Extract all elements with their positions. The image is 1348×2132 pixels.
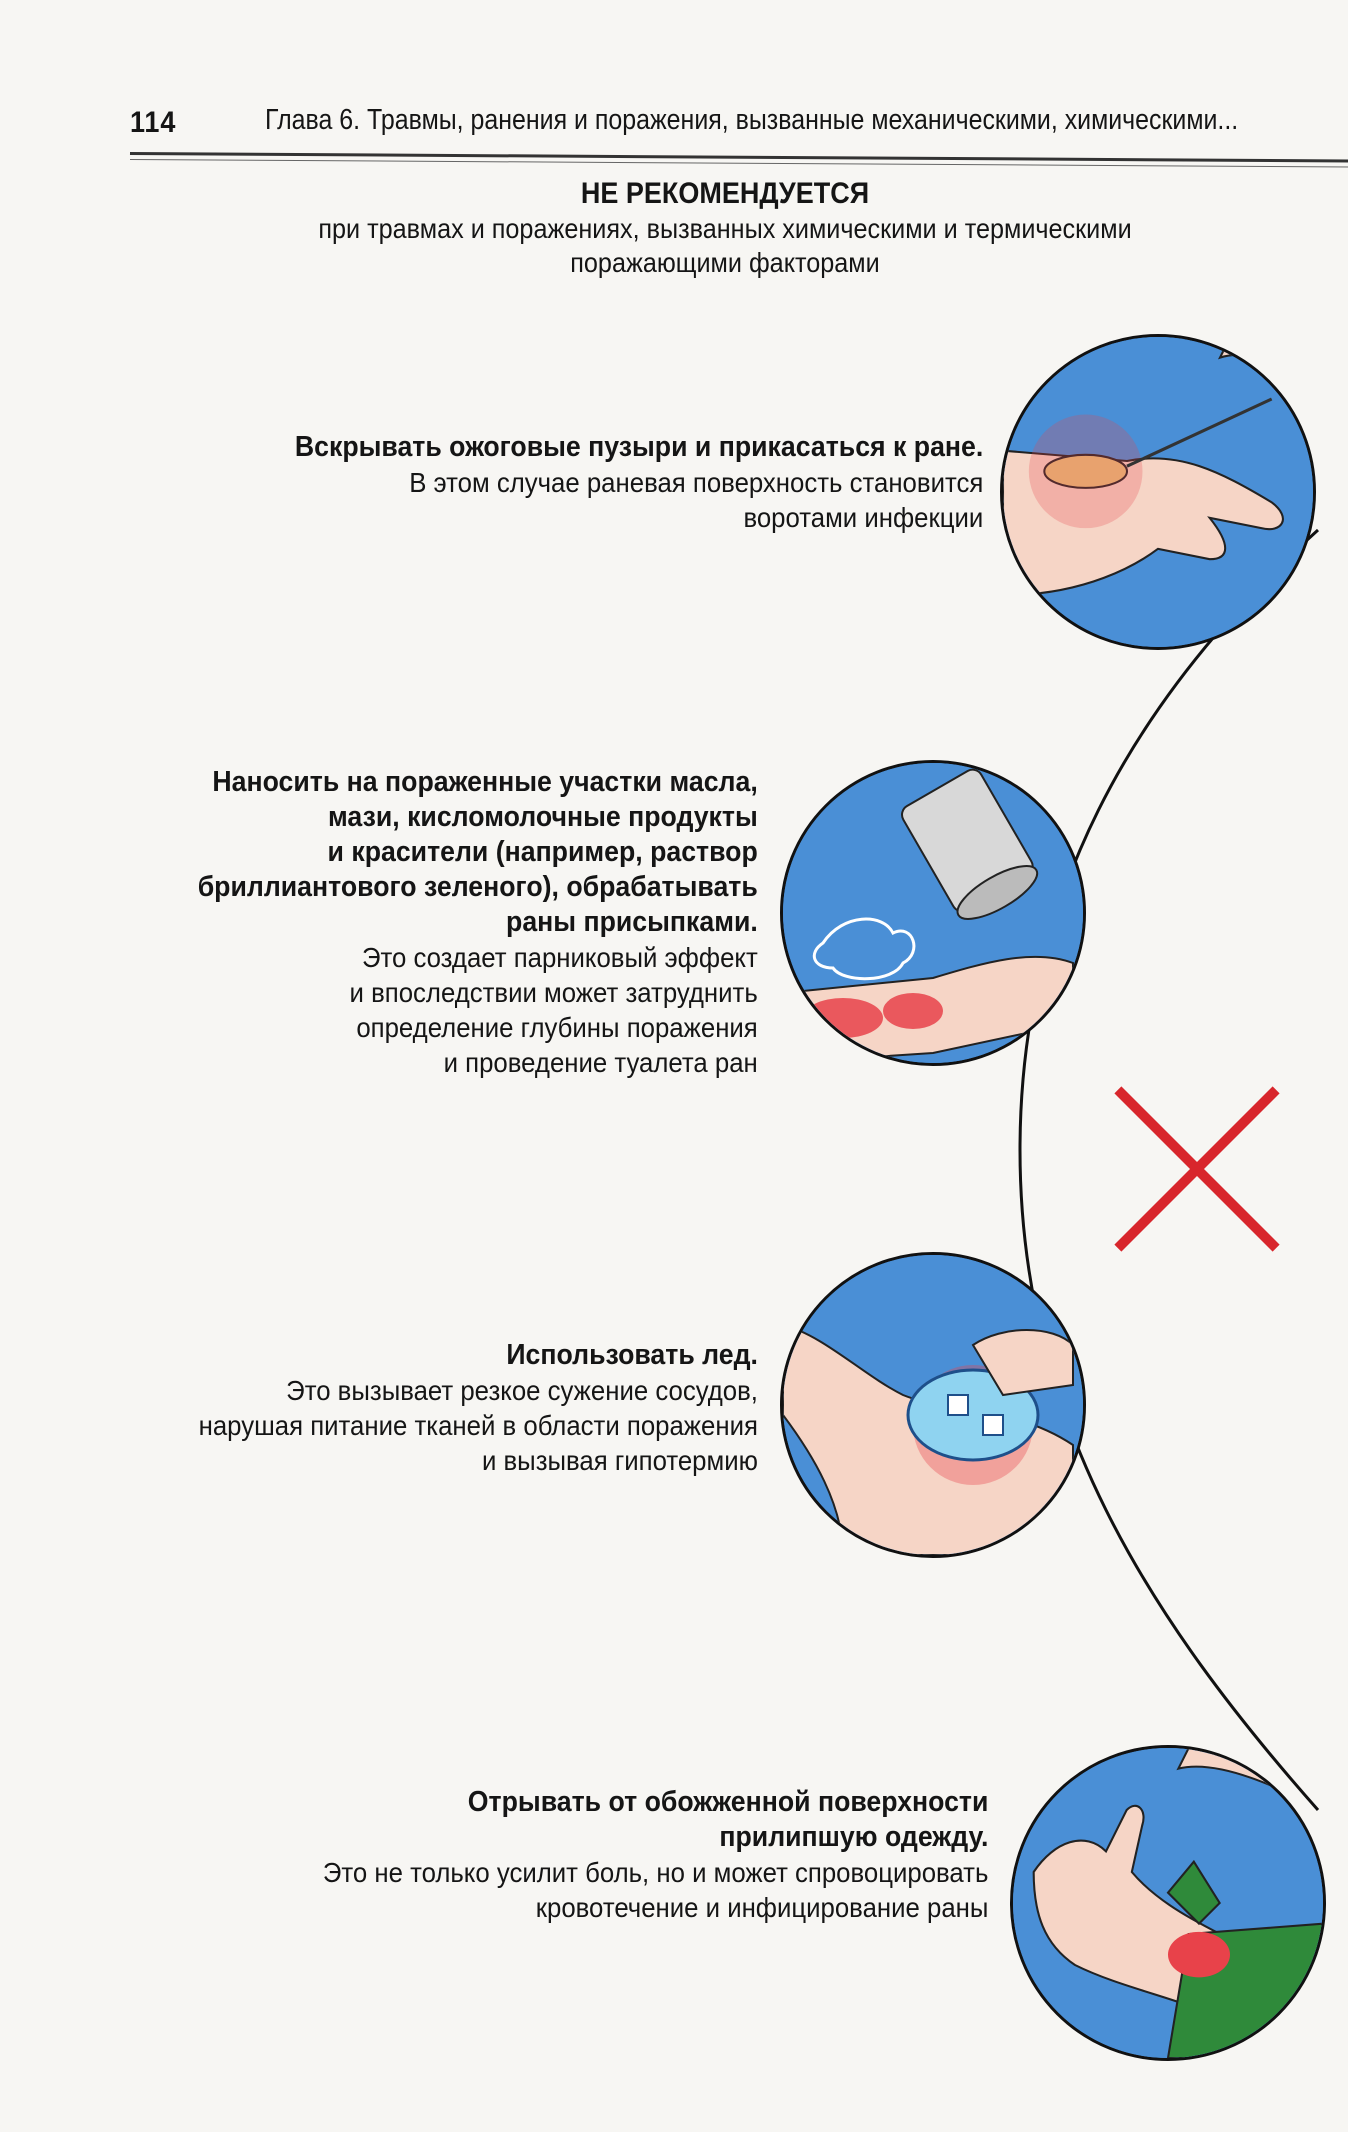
item-text-line: Это создает парниковый эффект <box>362 942 758 973</box>
item-peel-clothing <box>322 1785 988 1925</box>
item-text-line: воротами инфекции <box>743 502 983 533</box>
page-number: 114 <box>130 106 177 139</box>
item-text-line: Это вызывает резкое сужение сосудов, <box>286 1375 758 1406</box>
item-text-line: нарушая питание тканей в области поражения <box>198 1410 758 1441</box>
item-text-line: и впоследствии может затруднить <box>349 977 758 1008</box>
section-heading <box>200 176 1250 280</box>
item-title-line: раны присыпками. <box>506 906 758 938</box>
item-title-line: Использовать лед. <box>506 1339 758 1371</box>
ice-pack-foot-icon <box>780 1252 1086 1558</box>
item-text-line: и проведение туалета ран <box>443 1047 758 1078</box>
item-use-ice <box>199 1338 758 1478</box>
item-title-line: мази, кисломолочные продукты <box>328 801 758 833</box>
running-head: Глава 6. Травмы, ранения и поражения, вызванные механическими, химическими... <box>265 104 1239 136</box>
item-apply-oils <box>198 765 758 1080</box>
item-text-line: Это не только усилит боль, но и может спровоцировать <box>322 1857 988 1888</box>
item-title-line: бриллиантового зеленого), обрабатывать <box>197 871 758 903</box>
item-text-line: кровотечение и инфицирование раны <box>535 1892 988 1923</box>
red-x-mark-icon <box>1108 1080 1286 1258</box>
powder-shaker-icon <box>780 760 1086 1066</box>
peel-clothing-icon <box>1010 1745 1326 2061</box>
item-title-line: Вскрывать ожоговые пузыри и прикасаться к ране. <box>294 431 983 463</box>
item-text-line: определение глубины поражения <box>356 1012 758 1043</box>
heading-subtitle-line2: поражающими факторами <box>570 247 880 278</box>
item-open-blisters <box>295 430 983 535</box>
item-text-line: В этом случае раневая поверхность становится <box>408 467 984 498</box>
item-title-line: Наносить на пораженные участки масла, <box>212 766 759 798</box>
hand-blister-needle-icon <box>1000 334 1316 650</box>
item-text-line: и вызывая гипотермию <box>482 1445 758 1476</box>
heading-title: НЕ РЕКОМЕНДУЕТСЯ <box>580 177 870 210</box>
item-title-line: Отрывать от обожженной поверхности <box>467 1786 988 1818</box>
item-title-line: и красители (например, раствор <box>327 836 758 868</box>
heading-subtitle-line1: при травмах и поражениях, вызванных химическими и термическими <box>318 213 1132 244</box>
item-title-line: прилипшую одежду. <box>718 1821 988 1853</box>
